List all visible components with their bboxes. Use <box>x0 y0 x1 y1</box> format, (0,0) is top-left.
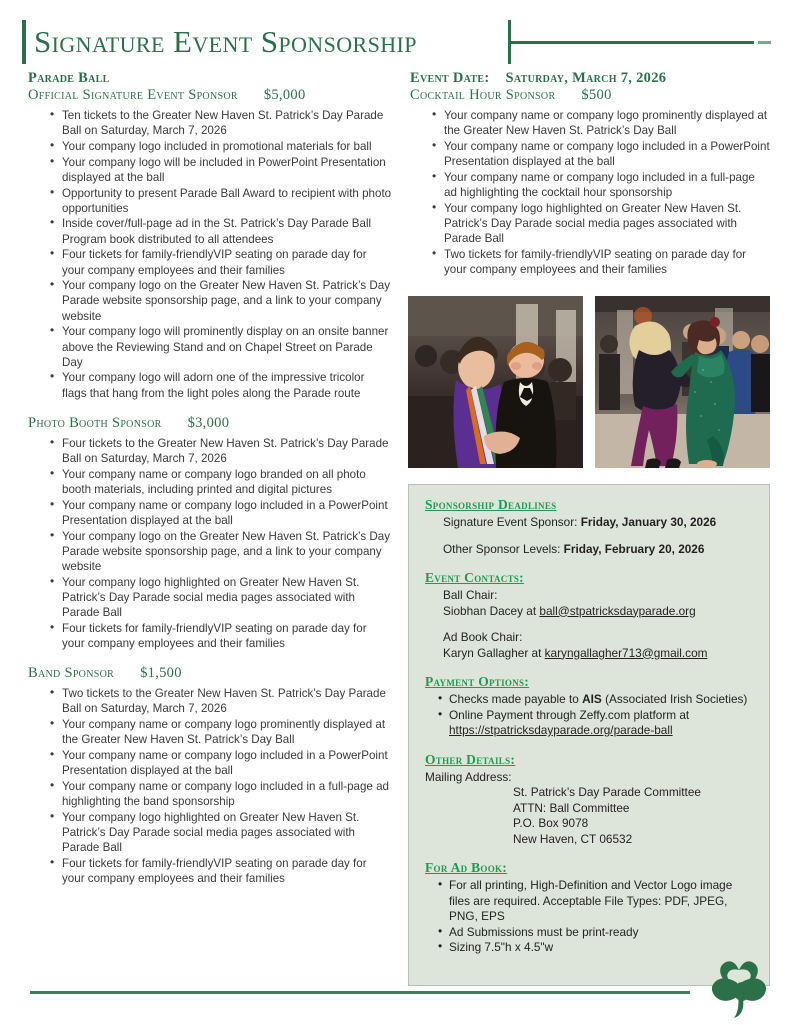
list-item: • Your company logo highlighted on Greater New Haven St. Patrick’s Day Parade social media pages associated with Parade Ball <box>62 575 392 621</box>
heading-event-contacts: Event Contacts: <box>425 570 524 585</box>
list-item: • Four tickets for family-friendlyVIP seating on parade day for your company employees and their families <box>62 856 392 886</box>
contact-ad-book-email-link[interactable]: karyngallagher713@gmail.com <box>544 645 708 660</box>
mailing-address-line: St. Patrick’s Day Parade Committee <box>513 785 701 799</box>
deadline-signature-value: Friday, January 30, 2026 <box>580 515 717 529</box>
tier-label-photo-booth: Photo Booth Sponsor <box>28 414 162 431</box>
payment-check-post: (Associated Irish Societies) <box>601 692 748 706</box>
photo-two-women-dancing <box>595 296 770 468</box>
payment-check-pre: Checks made payable to <box>449 692 583 706</box>
list-item: • Your company name or company logo branded on all photo booth materials, including printed and digital pictures <box>62 467 392 497</box>
event-date-value: Saturday, March 7, 2026 <box>505 70 667 86</box>
contact-ad-book-label: Ad Book Chair: <box>443 630 523 644</box>
contact-ball-chair-name: Siobhan Dacey at <box>443 603 537 618</box>
list-item: • Your company name or company logo prominently displayed at the Greater New Haven St. Patrick’s Day Ball <box>62 717 392 747</box>
mailing-address-line: ATTN: Ball Committee <box>513 800 630 815</box>
list-item: • Your company name or company logo included in a full-page ad highlighting the cocktail hour sponsorship <box>444 170 770 200</box>
section-photo-booth <box>28 415 392 651</box>
list-item: • Your company logo included in promotional materials for ball <box>62 139 392 154</box>
right-column <box>410 70 770 278</box>
list-item: • Your company name or company logo included in a PowerPoint Presentation displayed at the ball <box>62 748 392 778</box>
deadline-signature-label: Signature Event Sponsor: <box>443 515 578 529</box>
payment-online-text: Online Payment through Zeffy.com platform at <box>449 707 690 722</box>
header-horizontal-rule <box>510 41 754 44</box>
mailing-address-line: P.O. Box 9078 <box>513 816 589 830</box>
header-accent-bar <box>22 20 26 64</box>
shamrock-icon <box>706 958 772 1020</box>
benefits-list-cocktail <box>410 108 770 277</box>
payment-options-list <box>425 692 755 739</box>
list-item: • Four tickets for family-friendlyVIP seating on parade day for your company employees and their families <box>62 247 392 277</box>
section-band-sponsor <box>28 665 392 886</box>
contact-ball-chair-label: Ball Chair: <box>443 588 498 602</box>
list-item: • For all printing, High-Definition and Vector Logo image files are required. Acceptable File Types: PDF, JPEG, PNG, EPS <box>449 878 755 925</box>
list-item: • Inside cover/full-page ad in the St. Patrick’s Day Parade Ball Program book distributed to all attendees <box>62 216 392 246</box>
payment-online-link[interactable]: https://stpatricksdayparade.org/parade-ball <box>449 723 673 737</box>
section-parade-ball <box>28 70 392 401</box>
list-item: • Your company name or company logo prominently displayed at the Greater New Haven St. Patrick’s Day Ball <box>444 108 770 138</box>
payment-check-bold: AIS <box>582 692 602 706</box>
sponsorship-info-box <box>408 484 770 986</box>
list-item: • Ad Submissions must be print-ready <box>449 925 755 941</box>
tier-line-band <box>28 665 392 682</box>
list-item-online-payment <box>449 708 755 739</box>
list-item: • Your company logo highlighted on Greater New Haven St. Patrick’s Day Parade social media pages associated with Parade Ball <box>444 201 770 247</box>
list-item: • Your company name or company logo included in a PowerPoint Presentation displayed at the ball <box>62 498 392 528</box>
footer-rule <box>30 991 690 994</box>
list-item: • Opportunity to present Parade Ball Award to recipient with photo opportunities <box>62 186 392 216</box>
list-item: • Sizing 7.5"h x 4.5"w <box>449 940 755 956</box>
spacer <box>425 619 755 630</box>
heading-other-details: Other Details: <box>425 751 516 767</box>
list-item: • Four tickets to the Greater New Haven St. Patrick’s Day Parade Ball on Saturday, March 7, 2026 <box>62 436 392 466</box>
deadline-other-label: Other Sponsor Levels: <box>443 541 561 556</box>
list-item: • Your company logo on the Greater New Haven St. Patrick’s Day Parade website sponsorship page, and a link to your company website <box>62 529 392 575</box>
benefits-list-band <box>28 686 392 886</box>
deadline-other-value: Friday, February 20, 2026 <box>563 541 705 556</box>
list-item: • Ten tickets to the Greater New Haven St. Patrick’s Day Parade Ball on Saturday, March 7, 2026 <box>62 108 392 138</box>
mailing-address-label: Mailing Address: <box>425 769 512 784</box>
deadline-signature-event <box>443 515 755 531</box>
event-date-line <box>410 70 770 87</box>
list-item: • Your company name or company logo included in a full-page ad highlighting the band sponsorship <box>62 779 392 809</box>
benefits-list-signature <box>28 108 392 401</box>
event-date-label: Event Date: <box>410 70 490 86</box>
tier-amount-cocktail: $500 <box>581 87 612 103</box>
list-item: • Your company name or company logo included in a PowerPoint Presentation displayed at the ball <box>444 139 770 169</box>
heading-payment-options: Payment Options: <box>425 674 530 689</box>
list-item: • Two tickets to the Greater New Haven St. Patrick’s Day Parade Ball on Saturday, March 7, 2026 <box>62 686 392 716</box>
list-item: • Four tickets for family-friendlyVIP seating on parade day for your company employees and their families <box>62 621 392 651</box>
heading-sponsorship-deadlines: Sponsorship Deadlines <box>425 497 557 512</box>
list-item-check-payment <box>449 692 755 708</box>
tier-amount-band: $1,500 <box>140 665 182 682</box>
left-column <box>28 70 392 887</box>
contact-ball-chair-email-link[interactable]: ball@stpatricksdayparade.org <box>539 603 696 618</box>
list-item: • Your company logo on the Greater New Haven St. Patrick’s Day Parade website sponsorship page, and a link to your company website <box>62 278 392 324</box>
contact-ad-book-name: Karyn Gallagher at <box>443 645 542 660</box>
section-title-parade-ball: Parade Ball <box>28 70 110 86</box>
header-horizontal-rule-dash <box>758 41 771 44</box>
tier-line-photo-booth <box>28 415 392 432</box>
list-item: • Your company logo will be included in PowerPoint Presentation displayed at the ball <box>62 155 392 185</box>
page-header <box>0 0 790 68</box>
list-item: • Your company logo will adorn one of the impressive tricolor flags that hang from the light poles along the Parade route <box>62 370 392 400</box>
tier-line-signature <box>28 87 392 104</box>
ad-book-list <box>425 878 755 956</box>
benefits-list-photo-booth <box>28 436 392 651</box>
photo-gallery <box>408 296 770 468</box>
heading-for-ad-book: For Ad Book: <box>425 860 508 875</box>
list-item: • Two tickets for family-friendlyVIP seating on parade day for your company employees and their families <box>444 247 770 277</box>
contact-ad-book <box>443 646 755 662</box>
tier-line-cocktail <box>410 87 770 104</box>
deadline-other-levels <box>443 542 755 558</box>
contact-ball-chair <box>443 604 755 620</box>
tier-amount-photo-booth: $3,000 <box>187 414 230 431</box>
page-title: Signature Event Sponsorship <box>34 24 417 59</box>
photo-ball-queen-and-boy <box>408 296 583 468</box>
mailing-address-line: New Haven, CT 06532 <box>513 831 633 846</box>
tier-amount-signature: $5,000 <box>263 87 306 103</box>
tier-label-signature: Official Signature Event Sponsor <box>28 87 238 103</box>
spacer <box>425 531 755 542</box>
tier-label-band: Band Sponsor <box>28 665 115 682</box>
list-item: • Your company logo highlighted on Greater New Haven St. Patrick’s Day Parade social media pages associated with Parade Ball <box>62 810 392 856</box>
list-item: • Your company logo will prominently display on an onsite banner above the Reviewing Stand and on Chapel Street on Parade Day <box>62 324 392 370</box>
tier-label-cocktail: Cocktail Hour Sponsor <box>410 87 556 103</box>
